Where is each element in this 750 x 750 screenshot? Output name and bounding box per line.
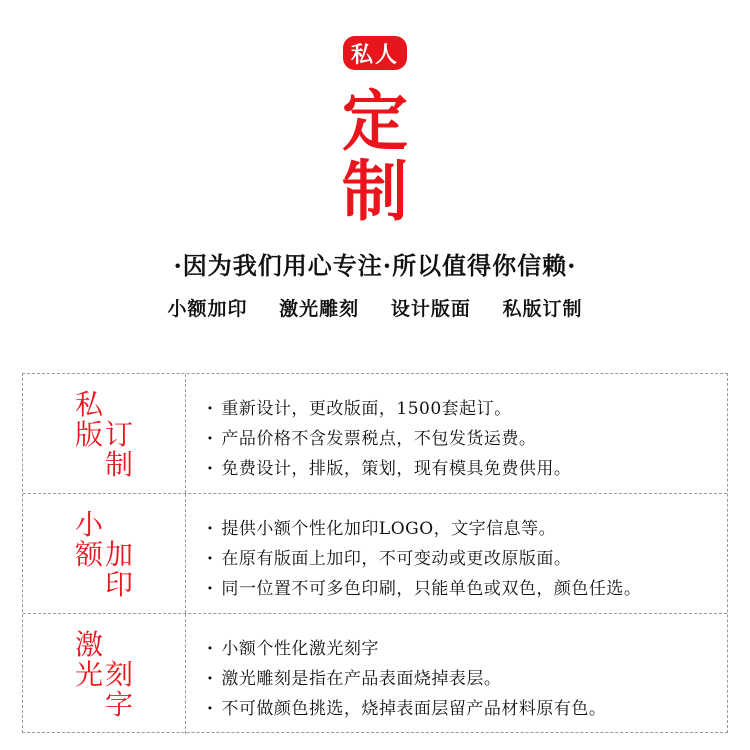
table-row: [23, 374, 727, 494]
service-small-print: 小额加印: [167, 298, 248, 320]
category-char: 小: [75, 508, 104, 541]
category-char: 订: [105, 418, 134, 451]
slogan: ·因为我们用心专注·所以值得你信赖·: [173, 251, 577, 280]
table-row: [23, 614, 727, 734]
detail-list: [207, 394, 571, 484]
detail-list: [207, 514, 641, 604]
list-item: · 激光雕刻是指在产品表面烧掉表层。: [207, 664, 606, 694]
private-badge: 私人: [343, 36, 407, 70]
list-item: · 在原有版面上加印，不可变动或更改原版面。: [207, 544, 641, 574]
detail-list: [207, 634, 606, 724]
category-char: 制: [105, 448, 134, 481]
column-divider: [185, 494, 186, 613]
list-item: · 不可做颜色挑选，烧掉表面层留产品材料原有色。: [207, 694, 606, 724]
service-private-custom: 私版订制: [502, 298, 583, 320]
category-char: 版: [75, 418, 104, 451]
category-char: 私: [75, 388, 104, 421]
services-list: [0, 294, 750, 321]
category-char: 光: [75, 658, 104, 691]
category-char: 印: [105, 568, 134, 601]
category-char: 激: [75, 628, 104, 661]
title-char-zhi: 制: [342, 152, 408, 230]
category-char: 字: [105, 688, 134, 721]
service-table: [22, 373, 728, 733]
list-item: · 免费设计，排版，策划，现有模具免费供用。: [207, 454, 571, 484]
list-item: · 小额个性化激光刻字: [207, 634, 606, 664]
service-layout-design: 设计版面: [390, 298, 471, 320]
category-char: 加: [105, 538, 134, 571]
list-item: · 重新设计，更改版面，1500套起订。: [207, 394, 571, 424]
list-item: · 产品价格不含发票税点，不包发货运费。: [207, 424, 571, 454]
service-laser-engrave: 激光雕刻: [279, 298, 360, 320]
list-item: · 同一位置不可多色印刷，只能单色或双色，颜色任选。: [207, 574, 641, 604]
category-char: 刻: [105, 658, 134, 691]
column-divider: [185, 614, 186, 734]
category-char: 额: [75, 538, 104, 571]
column-divider: [185, 374, 186, 493]
list-item: · 提供小额个性化加印LOGO，文字信息等。: [207, 514, 641, 544]
table-row: [23, 494, 727, 614]
title-char-ding: 定: [342, 82, 408, 160]
